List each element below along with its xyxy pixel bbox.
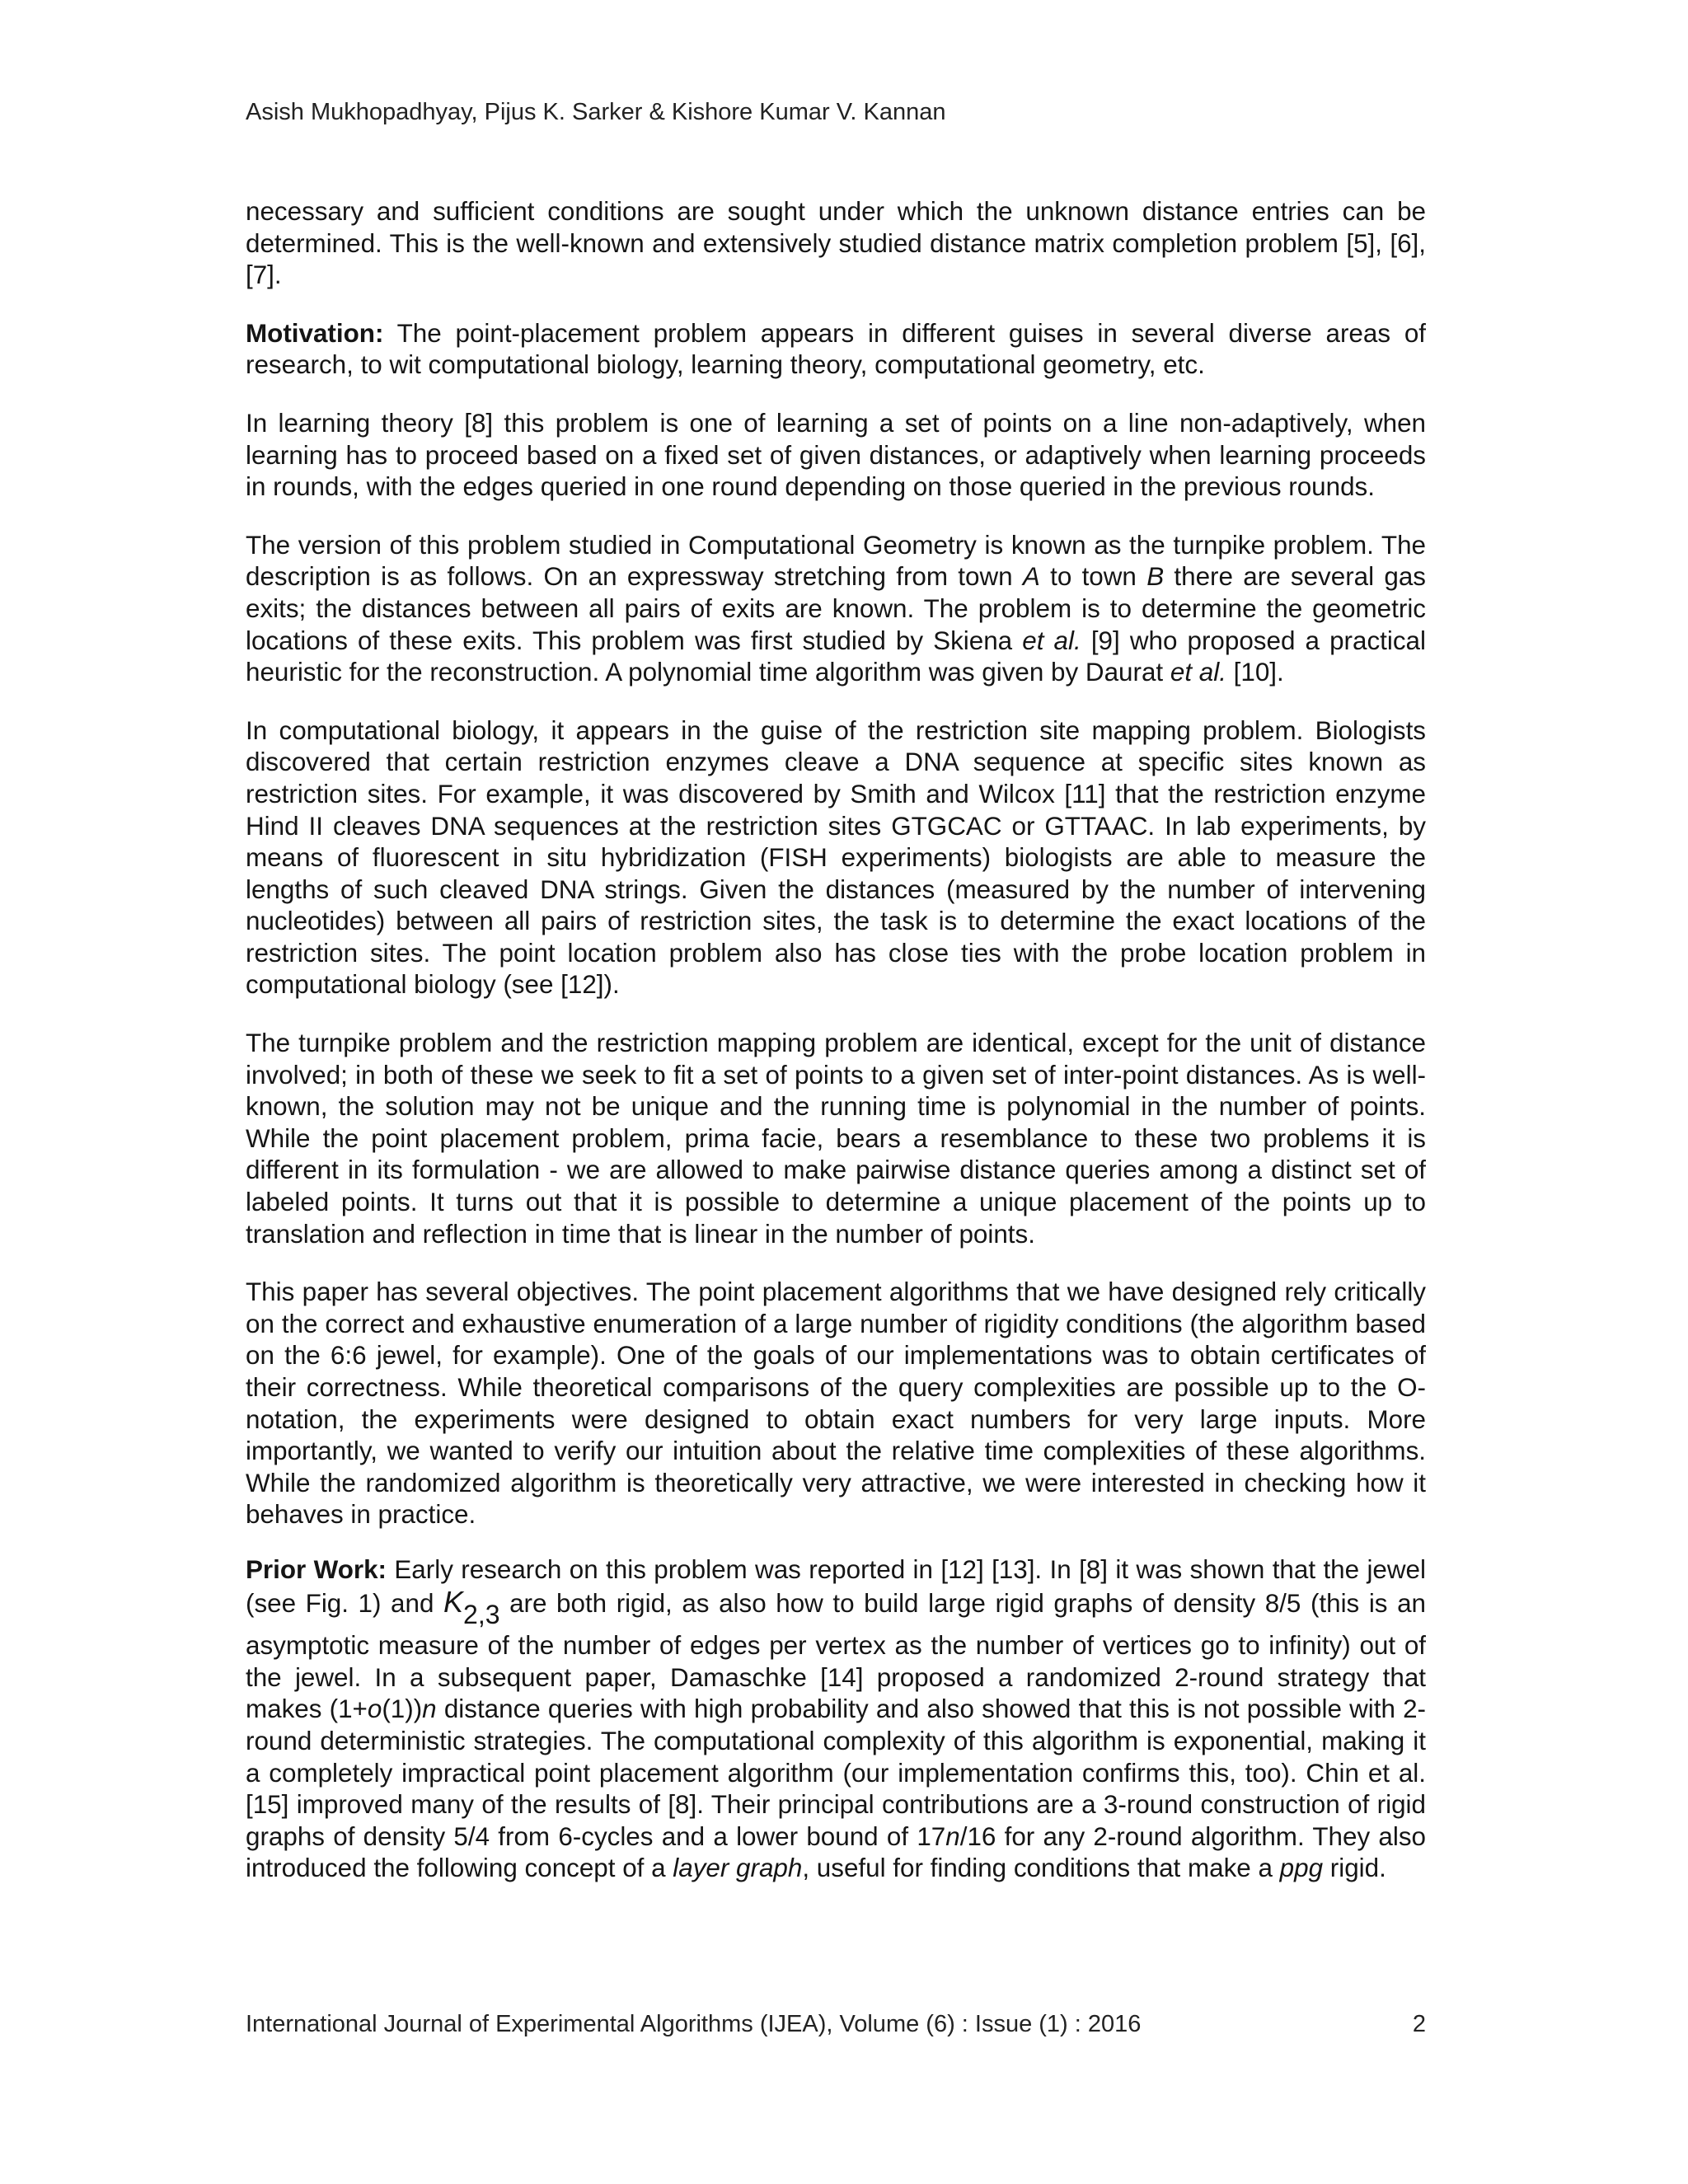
variable-n: n	[945, 1821, 960, 1851]
text: [9] who proposed a practical heuristic for the reconstruction. A polynomial time algorithm was given by Daurat	[246, 626, 1426, 687]
footer-journal: International Journal of Experimental Algorithms (IJEA), Volume (6) : Issue (1) : 2016	[246, 2011, 1142, 2037]
text: The version of this problem studied in Computational Geometry is known as the turnpike problem. The description is as follows. On an expressway stretching from town	[246, 530, 1426, 592]
paragraph-prior-work	[246, 1554, 1426, 1885]
text: The turnpike problem and the restriction mapping problem are identical, except for the unit of distance involved; in both of these we seek to fit a set of points to a given set of inter-point distances. As is well-known, the solution may not be unique and the running time is polynomial in the number of points. While the point placement problem, prima facie, bears a resemblance to these two problems it is different in its formulation - we are allowed to make pairwise distance queries among a distinct set of labeled points. It turns out that it is possible to determine a unique placement of the points up to translation and reflection in time that is linear in the number of points.	[246, 1029, 1426, 1249]
text: In computational biology, it appears in the guise of the restriction site mapping problem. Biologists discovered that certain restriction enzymes cleave a DNA sequence at specific sites known as restriction sites. For example, it was discovered by Smith and Wilcox [11] that the restriction enzyme Hind II cleaves DNA sequences at the restriction sites GTGCAC or GTTAAC. In lab experiments, by means of fluorescent in situ hybridization (FISH experiments) biologists are able to measure the lengths of such cleaved DNA strings. Given the distances (measured by the number of intervening nucleotides) between all pairs of restriction sites, the task is to determine the exact locations of the restriction sites. The point location problem also has close ties with the probe location problem in computational biology (see [12]).	[246, 715, 1426, 1000]
text: (1))	[382, 1694, 423, 1724]
text: The point-placement problem appears in different guises in several diverse areas of research, to wit computational biology, learning theory, computational geometry, etc.	[246, 318, 1426, 380]
little-o: o	[367, 1694, 382, 1724]
layer-graph-term: layer graph	[673, 1854, 803, 1883]
paragraph-learning-theory	[246, 408, 1426, 504]
text: to town	[1039, 562, 1147, 592]
k23-symbol	[443, 1584, 500, 1629]
paragraph-motivation	[246, 318, 1426, 382]
text: necessary and sufficient conditions are sought under which the unknown distance entries can be determined. This is the well-known and extensively studied distance matrix completion problem [5], [6], [7].	[246, 197, 1426, 290]
paragraph-objectives	[246, 1277, 1426, 1531]
prior-work-heading: Prior Work:	[246, 1554, 387, 1584]
text: This paper has several objectives. The point placement algorithms that we have designed rely critically on the correct and exhaustive enumeration of a large number of rigidity conditions (the algorithm based on the 6:6 jewel, for example). One of the goals of our implementations was to obtain certificates of their correctness. While theoretical comparisons of the query complexities are possible up to the O-notation, the experiments were designed to obtain exact numbers for very large inputs. More importantly, we wanted to verify our intuition about the relative time complexities of these algorithms. While the randomized algorithm is theoretically very attractive, we were interested in checking how it behaves in practice.	[246, 1277, 1426, 1530]
text: [10].	[1226, 658, 1284, 687]
text: , useful for finding conditions that make a	[802, 1854, 1280, 1883]
et-al: et al.	[1170, 658, 1226, 687]
paragraph-computational-biology	[246, 715, 1426, 1001]
paragraph-completion-problem	[246, 196, 1426, 292]
et-al: et al.	[1022, 626, 1081, 655]
body-text	[246, 196, 1426, 1911]
k-letter: K	[443, 1584, 464, 1619]
page-number: 2	[1412, 2011, 1426, 2037]
text: distance queries with high probability and also showed that this is not possible with 2-round deterministic strategies. The computational complexity of this algorithm is exponential, making it a completely impractical point placement algorithm (our implementation confirms this, too). Chin et al. [15] improved many of the results of [8]. Their principal contributions are a 3-round construction of rigid graphs of density 5/4 from 6-cycles and a lower bound of 17	[246, 1694, 1426, 1851]
text: Early research on this problem was reported in [12] [13]. In [8] it was shown that the jewel (see Fig. 1) and	[246, 1554, 1426, 1618]
ppg-term: ppg	[1279, 1854, 1324, 1883]
text: rigid.	[1323, 1854, 1386, 1883]
paragraph-turnpike-vs-restriction	[246, 1028, 1426, 1250]
text: there are several gas exits; the distances between all pairs of exits are known. The problem is to determine the geometric locations of these exits. This problem was first studied by Skiena	[246, 562, 1426, 655]
text: /16 for any 2-round algorithm. They also introduced the following concept of a	[246, 1821, 1427, 1883]
k-subscript: 2,3	[463, 1599, 500, 1629]
text: are both rigid, as also how to build large rigid graphs of density 8/5 (this is an asymptotic measure of the number of edges per vertex as the number of vertices go to infinity) out of the jewel. In a subsequent paper, Damaschke [14] proposed a randomized 2-round strategy that makes (1+	[246, 1588, 1426, 1724]
town-b: B	[1146, 562, 1165, 592]
text: In learning theory [8] this problem is one of learning a set of points on a line non-adaptively, when learning has to proceed based on a fixed set of given distances, or adaptively when learning proceeds in rounds, with the edges queried in one round depending on those queried in the previous rounds.	[246, 408, 1426, 502]
motivation-heading: Motivation:	[246, 318, 384, 348]
running-head-authors: Asish Mukhopadhyay, Pijus K. Sarker & Kishore Kumar V. Kannan	[246, 99, 946, 125]
variable-n: n	[422, 1694, 437, 1724]
paragraph-turnpike	[246, 530, 1426, 689]
town-a: A	[1022, 562, 1040, 592]
